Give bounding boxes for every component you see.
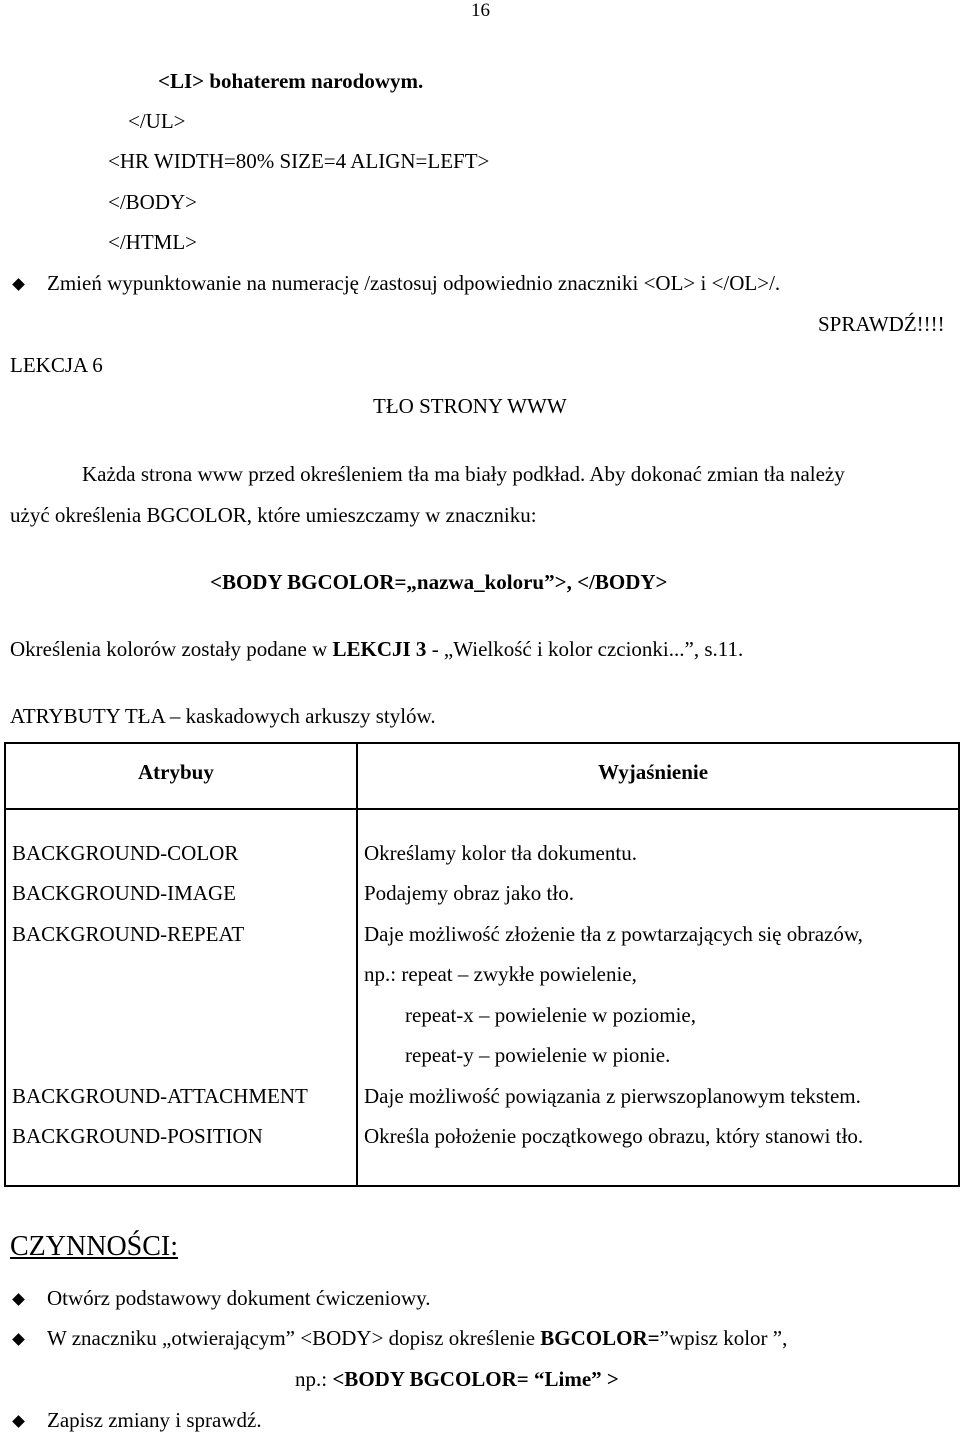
attr-background-color: BACKGROUND-COLOR	[12, 841, 239, 865]
attributes-column	[5, 809, 357, 1186]
activity-open-document: Otwórz podstawowy dokument ćwiczeniowy.	[47, 1286, 431, 1310]
expl-attachment: Daje możliwość powiązania z pierwszoplanowym tekstem.	[364, 1084, 861, 1108]
bullet-diamond-icon	[12, 278, 25, 291]
code-line-hr: <HR WIDTH=80% SIZE=4 ALIGN=LEFT>	[108, 149, 490, 173]
table-header-attribute: Atrybuy	[5, 743, 357, 809]
code-line-ul-close: </UL>	[128, 109, 186, 133]
activity-example-pre: np.:	[295, 1367, 333, 1391]
bgcolor-syntax: <BODY BGCOLOR=„nazwa_koloru”>, </BODY>	[210, 570, 668, 594]
bullet-diamond-icon	[12, 1293, 25, 1306]
page-number: 16	[471, 0, 490, 21]
attr-background-image: BACKGROUND-IMAGE	[12, 881, 236, 905]
activity-example-code: <BODY BGCOLOR= “Lime” >	[332, 1367, 619, 1391]
expl-color: Określamy kolor tła dokumentu.	[364, 841, 637, 865]
paragraph-line-1: Każda strona www przed określeniem tła ma biały podkład. Aby dokonać zmian tła należy	[82, 462, 845, 486]
colors-note-lesson: LEKCJI 3	[332, 637, 427, 661]
attr-background-position: BACKGROUND-POSITION	[12, 1124, 263, 1148]
expl-image: Podajemy obraz jako tło.	[364, 881, 574, 905]
activity-save-check: Zapisz zmiany i sprawdź.	[47, 1408, 262, 1432]
colors-note-pre: Określenia kolorów zostały podane w	[10, 637, 333, 661]
attr-background-attachment: BACKGROUND-ATTACHMENT	[12, 1084, 308, 1108]
code-line-li: <LI> bohaterem narodowym.	[158, 69, 424, 93]
activity-add-bgcolor-pre: W znaczniku „otwierającym” <BODY> dopisz określenie	[47, 1326, 541, 1350]
table-header-explanation: Wyjaśnienie	[357, 743, 959, 809]
activity-add-bgcolor-post: ”wpisz kolor ”,	[659, 1326, 788, 1350]
bullet-diamond-icon	[12, 1333, 25, 1346]
expl-repeat: Daje możliwość złożenie tła z powtarzających się obrazów,	[364, 922, 863, 946]
attr-background-repeat: BACKGROUND-REPEAT	[12, 922, 245, 946]
instruction-numbering: Zmień wypunktowanie na numerację /zastosuj odpowiednio znaczniki <OL> i </OL>/.	[47, 271, 781, 295]
expl-repeat-x: repeat-x – powielenie w poziomie,	[405, 1003, 696, 1027]
expl-repeat-y: repeat-y – powielenie w pionie.	[405, 1043, 671, 1067]
colors-note	[10, 639, 743, 660]
explanations-column	[357, 809, 959, 1186]
attributes-heading: ATRYBUTY TŁA – kaskadowych arkuszy stylów.	[10, 704, 436, 728]
check-label: SPRAWDŹ!!!!	[818, 312, 945, 336]
code-line-body-close: </BODY>	[108, 190, 198, 214]
expl-repeat-example: np.: repeat – zwykłe powielenie,	[364, 962, 637, 986]
attributes-table	[4, 742, 960, 1187]
lesson-title: LEKCJA 6	[10, 353, 103, 377]
activity-add-bgcolor	[47, 1328, 787, 1349]
section-title: TŁO STRONY WWW	[373, 394, 567, 418]
code-line-html-close: </HTML>	[108, 230, 198, 254]
activity-example	[295, 1369, 619, 1390]
bullet-diamond-icon	[12, 1415, 25, 1428]
paragraph-line-2: użyć określenia BGCOLOR, które umieszczamy w znaczniku:	[10, 503, 537, 527]
colors-note-post: - „Wielkość i kolor czcionki...”, s.11.	[426, 637, 744, 661]
expl-position: Określa położenie początkowego obrazu, który stanowi tło.	[364, 1124, 864, 1148]
activities-title: CZYNNOŚCI:	[10, 1231, 179, 1262]
activity-add-bgcolor-bold: BGCOLOR=	[540, 1326, 660, 1350]
